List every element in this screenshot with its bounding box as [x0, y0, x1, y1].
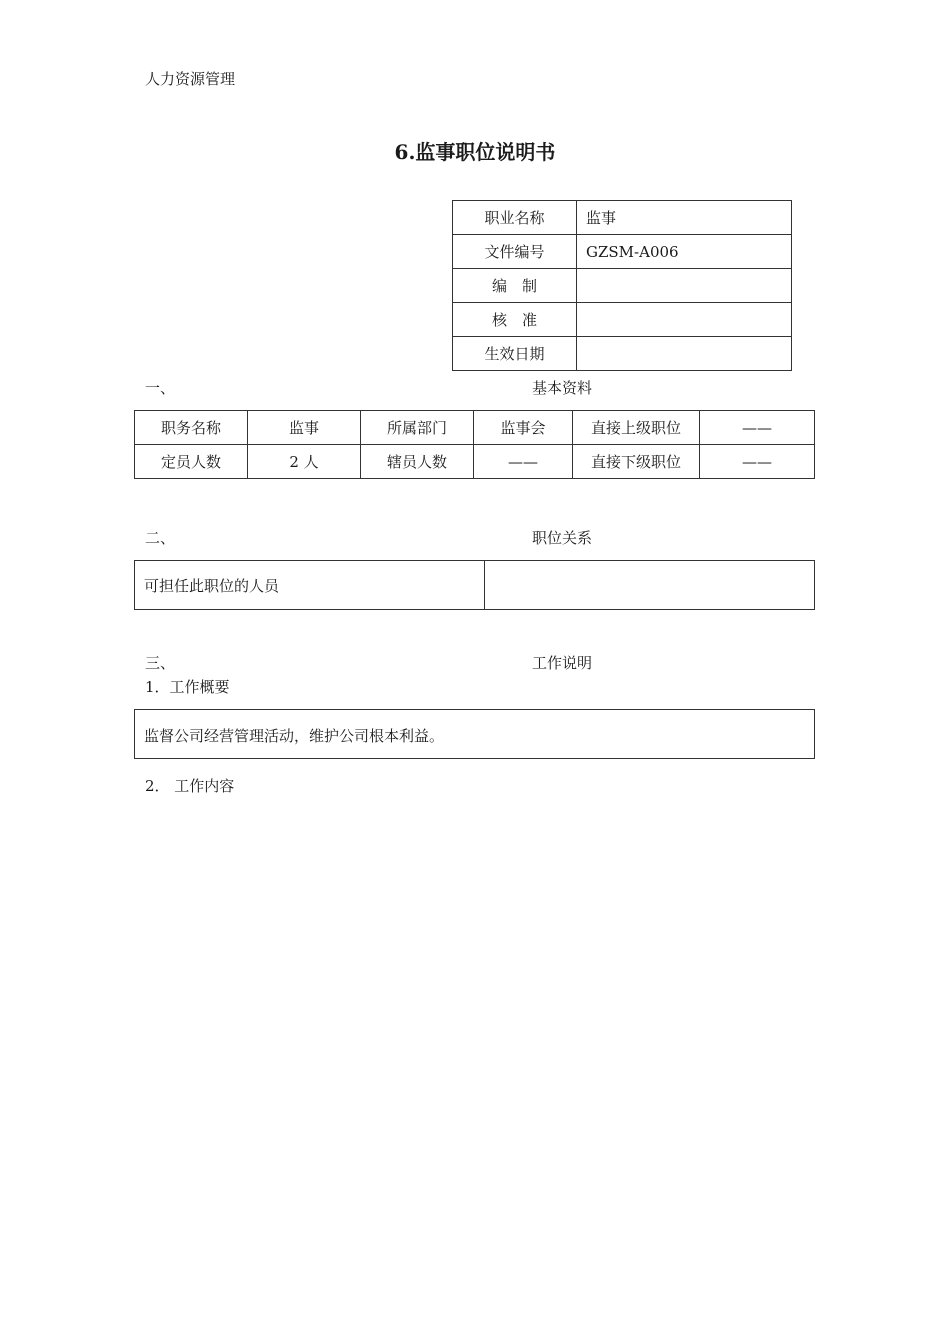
table-cell: 监事会	[474, 411, 573, 445]
meta-key: 职业名称	[453, 201, 577, 235]
meta-row	[453, 235, 792, 269]
table-row	[135, 561, 815, 610]
relationship-value	[485, 561, 815, 610]
header-org-label: 人力资源管理	[145, 70, 236, 88]
table-cell: 直接上级职位	[573, 411, 700, 445]
table-cell: 辖员人数	[361, 445, 474, 479]
meta-value: 监事	[577, 201, 792, 235]
work-summary-heading: 1．工作概要	[145, 678, 230, 696]
table-cell: 职务名称	[135, 411, 248, 445]
table-cell: 所属部门	[361, 411, 474, 445]
meta-value	[577, 303, 792, 337]
table-row	[135, 411, 815, 445]
meta-key: 生效日期	[453, 337, 577, 371]
table-cell: 监事	[248, 411, 361, 445]
meta-row	[453, 303, 792, 337]
section3-number: 三、	[145, 654, 176, 672]
meta-row	[453, 269, 792, 303]
work-summary-text: 监督公司经营管理活动，维护公司根本利益。	[144, 727, 445, 745]
meta-key: 核 准	[453, 303, 577, 337]
meta-value	[577, 337, 792, 371]
document-meta-table	[452, 200, 792, 371]
meta-value: GZSM-A006	[577, 235, 792, 269]
section1-number: 一、	[145, 379, 176, 397]
section2-title: 职位关系	[532, 529, 593, 547]
relationship-table	[134, 560, 815, 610]
table-row	[135, 445, 815, 479]
work-content-heading: 2． 工作内容	[145, 777, 235, 795]
meta-key: 文件编号	[453, 235, 577, 269]
table-cell: 2 人	[248, 445, 361, 479]
table-cell: 直接下级职位	[573, 445, 700, 479]
meta-value	[577, 269, 792, 303]
meta-row	[453, 337, 792, 371]
meta-row	[453, 201, 792, 235]
table-cell: ——	[700, 411, 815, 445]
table-cell: ——	[474, 445, 573, 479]
section1-title: 基本资料	[532, 379, 593, 397]
document-title: 6.监事职位说明书	[394, 140, 556, 164]
table-cell: 定员人数	[135, 445, 248, 479]
meta-key: 编 制	[453, 269, 577, 303]
basic-info-table	[134, 410, 815, 479]
table-cell: ——	[700, 445, 815, 479]
work-summary-box	[134, 709, 815, 759]
section3-title: 工作说明	[532, 654, 593, 672]
relationship-label: 可担任此职位的人员	[135, 561, 485, 610]
section2-number: 二、	[145, 529, 176, 547]
